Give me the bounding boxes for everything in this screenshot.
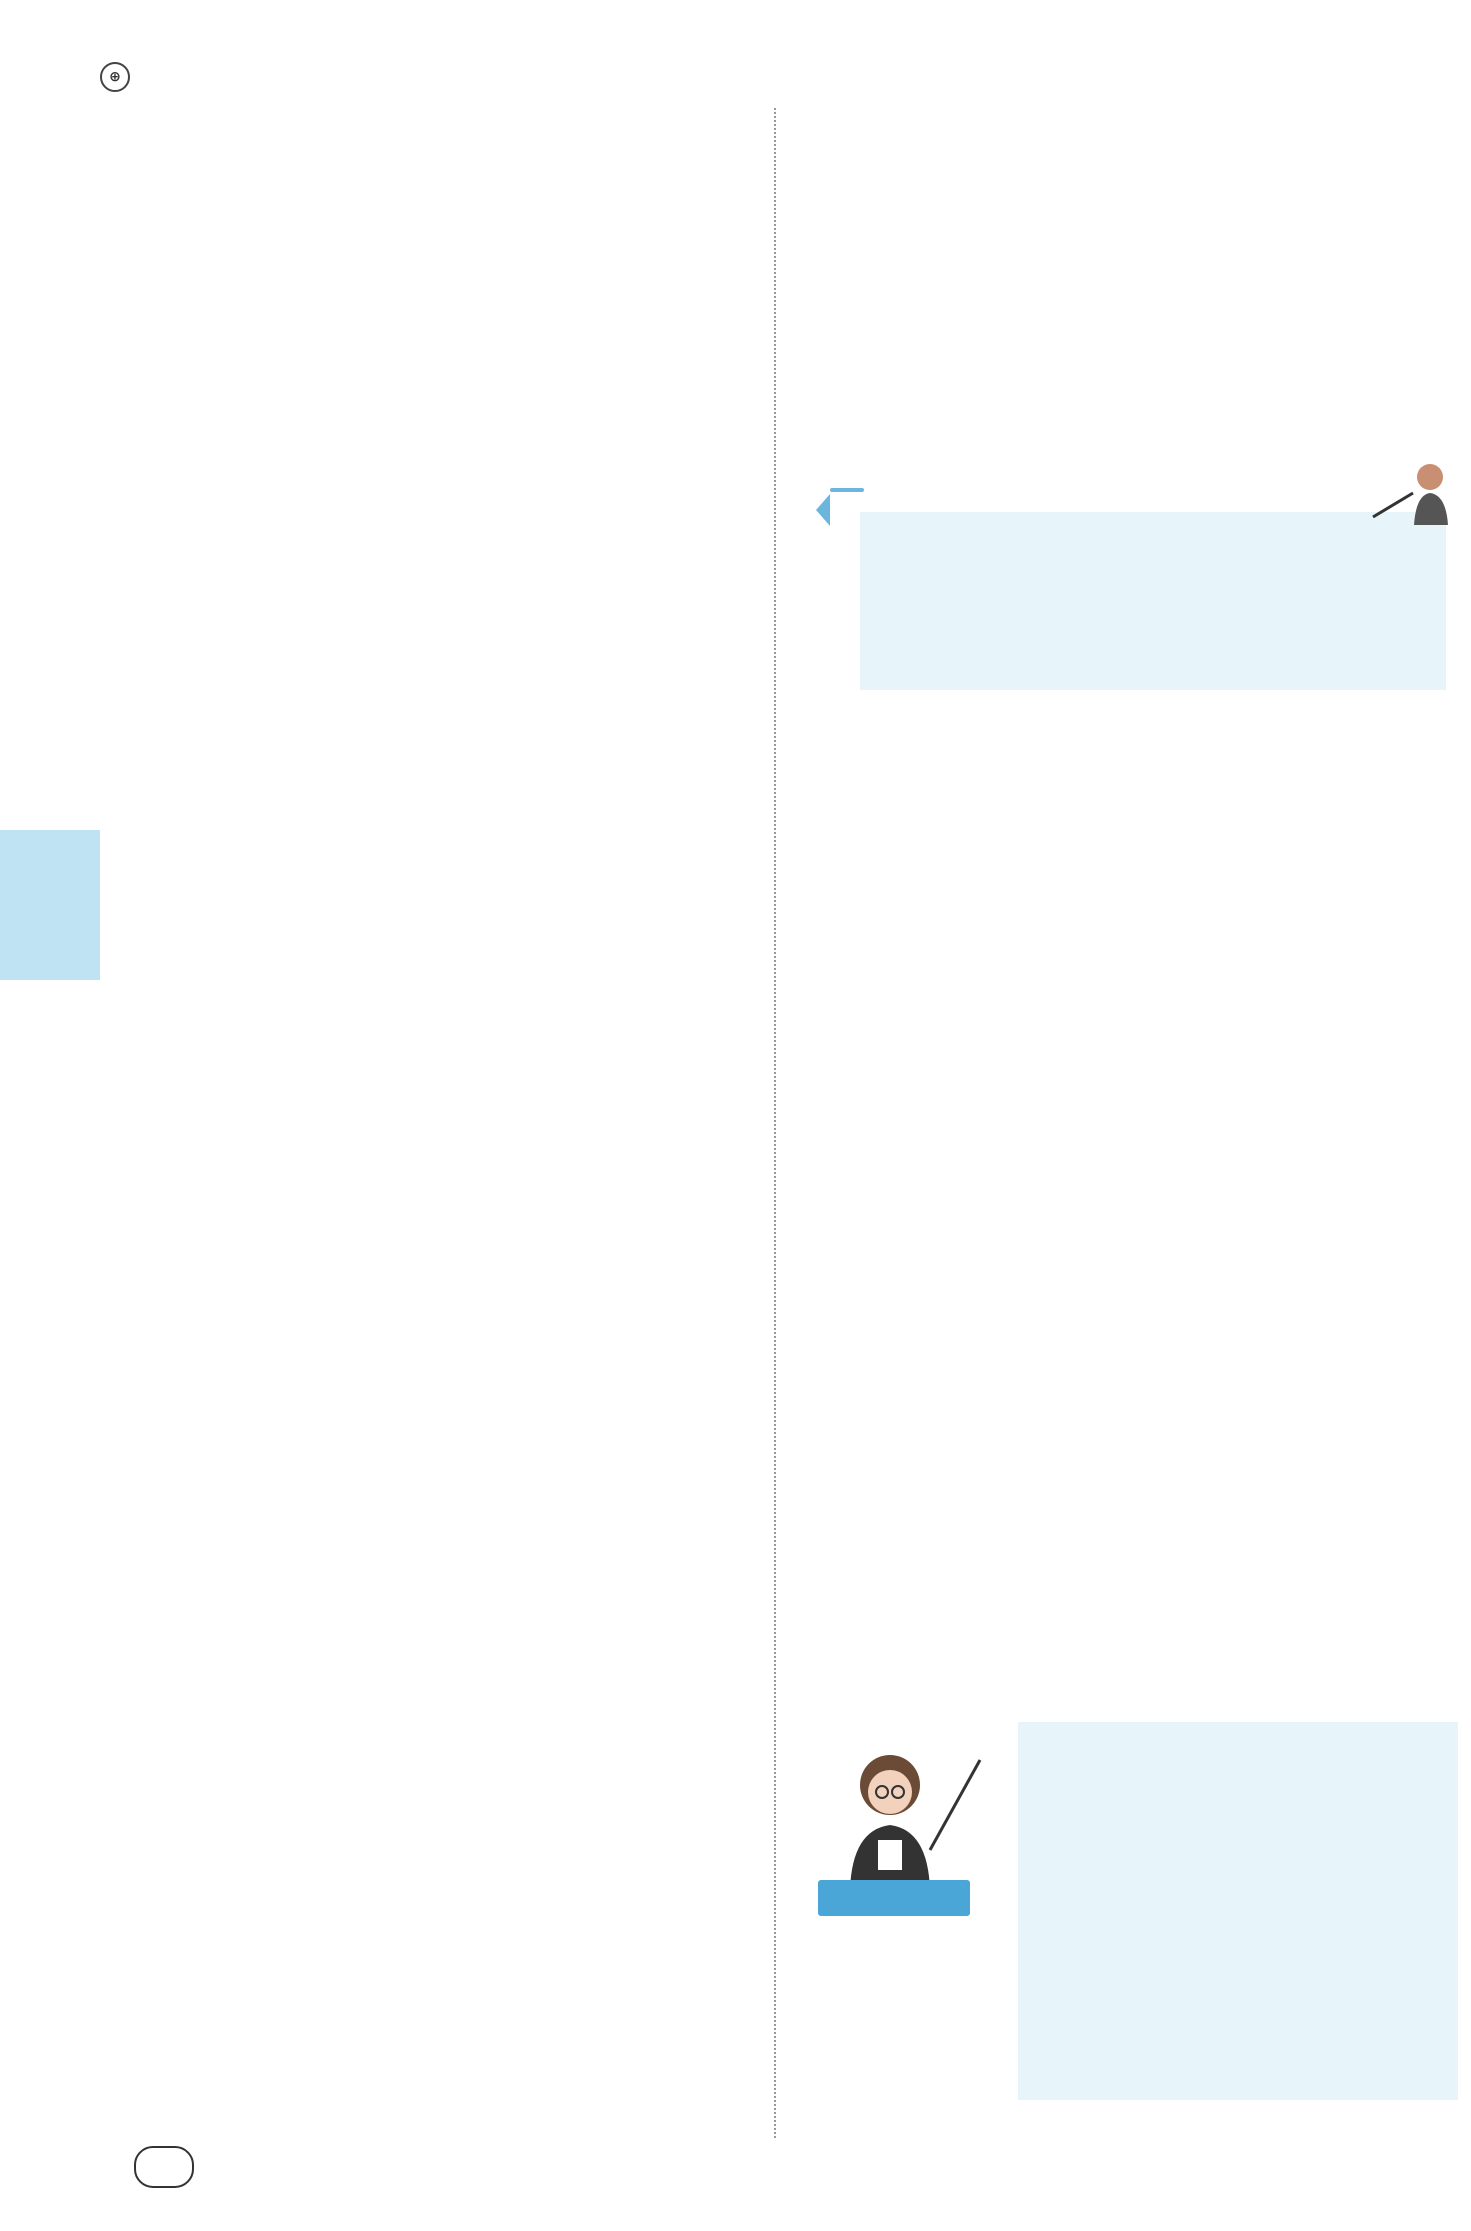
teacher-tip-label [818,1880,970,1916]
knowledge-extension-box [860,512,1446,690]
column-divider [774,108,776,2138]
teacher-tip-box [1018,1722,1458,2100]
page-number [134,2146,194,2188]
knowledge-extension-title [830,488,864,492]
teacher-pointer-icon [1368,455,1458,525]
volume-side-tab [0,830,100,980]
book-header [100,62,136,92]
teacher-figure-icon [820,1740,990,1890]
globe-icon: ⊕ [100,62,130,92]
